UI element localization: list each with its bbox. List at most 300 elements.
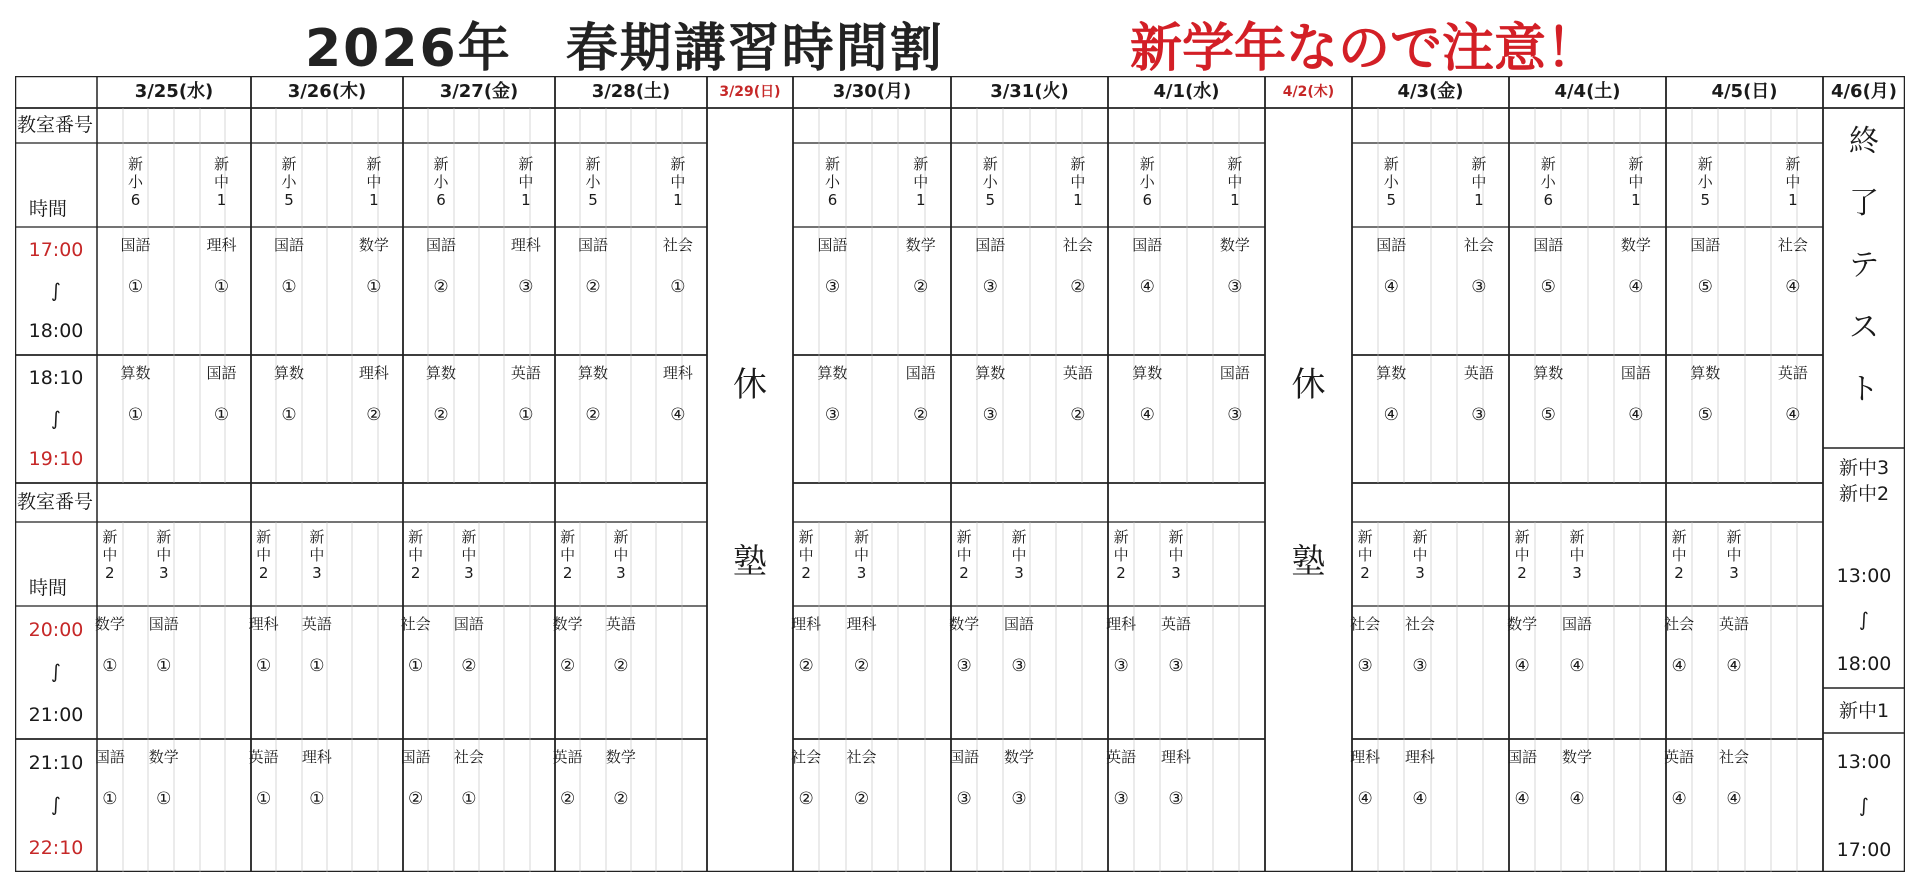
final-test-char-3: ス bbox=[1849, 310, 1879, 345]
grade-char: 新 bbox=[956, 528, 972, 546]
grade-char: 新 bbox=[1671, 528, 1687, 546]
grade-char: 新 bbox=[1139, 155, 1155, 173]
subject-s2-1: 国語 bbox=[206, 364, 237, 382]
grade-char: 3 bbox=[158, 564, 169, 582]
time-sep-s2: ∫ bbox=[51, 407, 61, 430]
grade-char: 中 bbox=[1168, 546, 1184, 564]
final-test-char-4: ト bbox=[1849, 372, 1879, 407]
subject-s1-1: 社会 bbox=[1463, 236, 1494, 254]
subject-s2-0: 算数 bbox=[1533, 364, 1564, 382]
time-label-top: 時間 bbox=[29, 198, 68, 220]
grade-top-0 bbox=[428, 155, 453, 209]
lesson-s4-0: ① bbox=[256, 789, 272, 809]
timetable bbox=[15, 76, 1905, 872]
lesson-s4-1: ④ bbox=[1569, 789, 1585, 809]
closed-day-char-1: 休 bbox=[733, 365, 767, 405]
subject-s4-1: 理科 bbox=[301, 748, 332, 766]
grade-char: 新 bbox=[309, 528, 325, 546]
grade-char: 中 bbox=[1357, 546, 1373, 564]
grade-bottom-0 bbox=[555, 528, 580, 582]
lesson-s2-1: ② bbox=[913, 405, 929, 425]
day-header: 4/1(水) bbox=[1153, 81, 1220, 102]
grade-char: 新 bbox=[853, 528, 869, 546]
subject-s4-1: 理科 bbox=[1405, 748, 1436, 766]
lesson-s2-1: ① bbox=[518, 405, 534, 425]
lesson-s3-0: ② bbox=[560, 656, 576, 676]
room-label-bottom: 教室番号 bbox=[17, 491, 94, 513]
subject-s4-1: 社会 bbox=[1719, 748, 1750, 766]
grade-char: 3 bbox=[1171, 564, 1181, 582]
grade-bottom-1 bbox=[1407, 528, 1433, 582]
grade-char: 5 bbox=[1700, 191, 1710, 209]
subject-s2-1: 英語 bbox=[510, 364, 541, 382]
grade-top-0 bbox=[1535, 155, 1561, 209]
grade-char: 新 bbox=[1357, 528, 1373, 546]
grade-bottom-1 bbox=[1163, 528, 1189, 582]
lesson-s4-0: ④ bbox=[1514, 789, 1530, 809]
grade-char: 中 bbox=[1785, 173, 1801, 191]
grade-top-1 bbox=[513, 155, 538, 209]
lesson-s1-1: ① bbox=[670, 277, 686, 297]
subject-s2-1: 理科 bbox=[358, 364, 389, 382]
grade-char: 中 bbox=[156, 546, 172, 564]
time-start-s4: 21:10 bbox=[28, 752, 84, 774]
group-a-grade-2: 新中2 bbox=[1838, 483, 1890, 505]
grade-char: 小 bbox=[1383, 173, 1399, 191]
grade-bottom-0 bbox=[1666, 528, 1692, 582]
lesson-s1-0: ④ bbox=[1139, 277, 1155, 297]
subject-s3-0: 理科 bbox=[791, 615, 822, 633]
day-header: 4/3(金) bbox=[1397, 81, 1464, 102]
lesson-s3-1: ③ bbox=[1168, 656, 1184, 676]
subject-s2-1: 英語 bbox=[1463, 364, 1494, 382]
time-end-s3: 21:00 bbox=[28, 703, 84, 726]
lesson-s4-1: ④ bbox=[1412, 789, 1428, 809]
group-b-start: 13:00 bbox=[1836, 751, 1892, 773]
grade-char: 2 bbox=[105, 564, 115, 582]
subject-s3-1: 理科 bbox=[846, 615, 877, 633]
lesson-s2-0: ④ bbox=[1139, 405, 1155, 425]
grade-char: 中 bbox=[853, 546, 869, 564]
subject-s1-1: 社会 bbox=[1062, 236, 1093, 254]
grade-top-0 bbox=[276, 155, 301, 209]
grade-char: 中 bbox=[1412, 546, 1428, 564]
lesson-s3-1: ③ bbox=[1011, 656, 1027, 676]
subject-s4-1: 数学 bbox=[148, 748, 179, 766]
lesson-s4-0: ② bbox=[560, 789, 576, 809]
lesson-s1-1: ① bbox=[213, 277, 230, 297]
lesson-s3-0: ① bbox=[256, 656, 272, 676]
lesson-s2-0: ② bbox=[585, 405, 601, 425]
grade-char: 3 bbox=[1415, 564, 1425, 582]
grade-char: 中 bbox=[1113, 546, 1129, 564]
grade-char: 新 bbox=[1514, 528, 1530, 546]
lesson-s1-1: ② bbox=[913, 277, 929, 297]
day-header: 3/31(火) bbox=[990, 81, 1069, 102]
closed-day-char-2: 塾 bbox=[733, 542, 767, 582]
day-header: 3/26(木) bbox=[287, 81, 367, 102]
time-end-s4: 22:10 bbox=[28, 836, 84, 859]
grade-top-1 bbox=[1780, 155, 1806, 209]
subject-s3-0: 社会 bbox=[400, 615, 431, 633]
grade-top-1 bbox=[908, 155, 934, 209]
lesson-s3-1: ④ bbox=[1726, 656, 1742, 676]
lesson-s4-1: ② bbox=[613, 789, 629, 809]
grade-char: 新 bbox=[798, 528, 814, 546]
grade-char: 中 bbox=[560, 546, 576, 564]
day-header: 4/4(土) bbox=[1554, 81, 1621, 102]
lesson-s1-0: ③ bbox=[824, 277, 841, 297]
grade-bottom-0 bbox=[951, 528, 977, 582]
grade-char: 3 bbox=[856, 564, 867, 582]
grade-char: 新 bbox=[1011, 528, 1027, 546]
group-a-grade-1: 新中3 bbox=[1838, 457, 1890, 479]
grade-char: 中 bbox=[1011, 546, 1027, 564]
group-b-grade: 新中1 bbox=[1838, 700, 1890, 722]
final-test-char-0: 終 bbox=[1849, 124, 1879, 159]
grade-bottom-0 bbox=[1509, 528, 1535, 582]
grade-bottom-0 bbox=[1352, 528, 1378, 582]
grade-char: 新 bbox=[913, 155, 929, 173]
lesson-s1-0: ③ bbox=[982, 277, 998, 297]
grade-char: 2 bbox=[1674, 564, 1684, 582]
subject-s2-1: 国語 bbox=[905, 364, 936, 382]
subject-s4-0: 国語 bbox=[94, 748, 125, 766]
lesson-s4-1: ① bbox=[156, 789, 172, 809]
grade-top-0 bbox=[123, 155, 149, 209]
lesson-s1-1: ③ bbox=[1227, 277, 1243, 297]
group-a-sep: ∫ bbox=[1859, 609, 1869, 631]
grade-char: 1 bbox=[673, 191, 683, 209]
grade-char: 1 bbox=[1788, 191, 1798, 209]
lesson-s1-1: ① bbox=[366, 277, 382, 297]
grade-char: 小 bbox=[433, 173, 449, 191]
lesson-s4-0: ③ bbox=[956, 789, 972, 809]
subject-s2-1: 国語 bbox=[1219, 364, 1250, 382]
grade-top-1 bbox=[1466, 155, 1492, 209]
subject-s2-1: 英語 bbox=[1777, 364, 1808, 382]
grade-bottom-1 bbox=[456, 528, 481, 582]
subject-s3-1: 英語 bbox=[1719, 615, 1750, 633]
subject-s3-1: 社会 bbox=[1405, 615, 1436, 633]
grade-bottom-0 bbox=[1108, 528, 1134, 582]
subject-s2-0: 算数 bbox=[120, 364, 151, 382]
lesson-s2-0: ③ bbox=[982, 405, 998, 425]
warning-note: 新学年なので注意！ bbox=[1130, 19, 1599, 79]
final-test-char-2: テ bbox=[1849, 248, 1879, 283]
grade-bottom-1 bbox=[151, 528, 177, 582]
grade-char: 3 bbox=[464, 564, 474, 582]
grade-char: 3 bbox=[1729, 564, 1739, 582]
lesson-s3-1: ② bbox=[613, 656, 629, 676]
lesson-s2-0: ② bbox=[433, 405, 449, 425]
subject-s1-1: 理科 bbox=[206, 236, 237, 254]
grade-char: 中 bbox=[913, 173, 929, 191]
lesson-s3-0: ④ bbox=[1514, 656, 1530, 676]
lesson-s3-0: ② bbox=[798, 656, 814, 676]
subject-s4-1: 数学 bbox=[605, 748, 636, 766]
lesson-s1-1: ② bbox=[1070, 277, 1086, 297]
lesson-s1-0: ① bbox=[127, 277, 144, 297]
grade-bottom-0 bbox=[793, 528, 819, 582]
grade-char: 中 bbox=[956, 546, 972, 564]
grade-char: 新 bbox=[1383, 155, 1399, 173]
subject-s1-0: 国語 bbox=[425, 236, 456, 254]
grade-bottom-1 bbox=[1721, 528, 1747, 582]
grade-char: 中 bbox=[1471, 173, 1487, 191]
grade-char: 中 bbox=[213, 173, 229, 191]
grade-char: 新 bbox=[1412, 528, 1428, 546]
grade-char: 3 bbox=[312, 564, 322, 582]
grade-char: 中 bbox=[1514, 546, 1530, 564]
grade-bottom-1 bbox=[848, 528, 874, 582]
lesson-s4-0: ④ bbox=[1671, 789, 1687, 809]
lesson-s1-0: ① bbox=[281, 277, 297, 297]
grade-char: 2 bbox=[1116, 564, 1126, 582]
grade-char: 3 bbox=[1014, 564, 1024, 582]
subject-s1-0: 国語 bbox=[1690, 236, 1721, 254]
time-label-bottom: 時間 bbox=[29, 577, 68, 599]
group-a-end: 18:00 bbox=[1836, 653, 1892, 675]
lesson-s2-0: ① bbox=[127, 405, 144, 425]
grade-char: 1 bbox=[521, 191, 531, 209]
subject-s3-1: 英語 bbox=[301, 615, 332, 633]
grade-top-0 bbox=[1134, 155, 1160, 209]
grade-top-0 bbox=[819, 155, 845, 209]
time-sep-s3: ∫ bbox=[51, 661, 61, 684]
grade-char: 中 bbox=[366, 173, 382, 191]
grade-char: 中 bbox=[102, 546, 118, 564]
grade-char: 中 bbox=[256, 546, 272, 564]
subject-s4-0: 理科 bbox=[1350, 748, 1381, 766]
lesson-s2-0: ③ bbox=[824, 405, 841, 425]
day-header: 3/28(土) bbox=[591, 81, 671, 102]
grade-char: 2 bbox=[258, 564, 269, 582]
lesson-s1-1: ④ bbox=[1628, 277, 1644, 297]
lesson-s3-0: ④ bbox=[1671, 656, 1687, 676]
subject-s3-0: 数学 bbox=[94, 615, 125, 633]
time-sep-s4: ∫ bbox=[51, 794, 61, 817]
grade-bottom-0 bbox=[97, 528, 123, 582]
grade-char: 1 bbox=[1474, 191, 1484, 209]
grade-top-0 bbox=[977, 155, 1003, 209]
subject-s4-1: 数学 bbox=[1562, 748, 1593, 766]
subject-s4-0: 国語 bbox=[949, 748, 980, 766]
lesson-s1-1: ③ bbox=[518, 277, 534, 297]
lesson-s4-0: ① bbox=[102, 789, 118, 809]
lesson-s4-1: ① bbox=[309, 789, 325, 809]
lesson-s4-0: ② bbox=[798, 789, 814, 809]
grade-char: 中 bbox=[613, 546, 629, 564]
grade-top-1 bbox=[665, 155, 690, 209]
grade-char: 新 bbox=[256, 528, 272, 546]
subject-s3-1: 英語 bbox=[1161, 615, 1192, 633]
grade-bottom-1 bbox=[304, 528, 329, 582]
grade-char: 6 bbox=[1142, 191, 1152, 209]
group-a-start: 13:00 bbox=[1836, 565, 1892, 587]
grade-char: 小 bbox=[824, 173, 840, 191]
grade-char: 1 bbox=[369, 191, 379, 209]
grade-char: 新 bbox=[670, 155, 686, 173]
time-end-s1: 18:00 bbox=[28, 320, 84, 343]
time-start-s3: 20:00 bbox=[28, 619, 84, 641]
time-start-s1: 17:00 bbox=[28, 239, 84, 261]
lesson-s2-1: ② bbox=[1070, 405, 1086, 425]
subject-s4-1: 数学 bbox=[1004, 748, 1035, 766]
lesson-s2-1: ④ bbox=[670, 405, 686, 425]
grade-top-0 bbox=[1692, 155, 1718, 209]
lesson-s4-0: ③ bbox=[1113, 789, 1129, 809]
grade-top-0 bbox=[580, 155, 605, 209]
grade-char: 6 bbox=[130, 191, 141, 209]
closed-day-char-2: 塾 bbox=[1291, 542, 1326, 582]
grade-char: 新 bbox=[824, 155, 840, 173]
closed-day-char-1: 休 bbox=[1291, 365, 1326, 405]
subject-s3-0: 社会 bbox=[1664, 615, 1695, 633]
lesson-s4-0: ④ bbox=[1357, 789, 1373, 809]
subject-s3-1: 国語 bbox=[453, 615, 484, 633]
subject-s1-1: 数学 bbox=[905, 236, 936, 254]
subject-s1-1: 数学 bbox=[358, 236, 389, 254]
subject-s4-0: 社会 bbox=[791, 748, 822, 766]
subject-s1-0: 国語 bbox=[975, 236, 1006, 254]
lesson-s3-0: ③ bbox=[1113, 656, 1129, 676]
subject-s1-1: 社会 bbox=[662, 236, 693, 254]
subject-s1-0: 国語 bbox=[817, 236, 848, 254]
grade-char: 小 bbox=[281, 173, 297, 191]
subject-s2-0: 算数 bbox=[975, 364, 1006, 382]
lesson-s3-1: ② bbox=[853, 656, 870, 676]
lesson-s1-0: ② bbox=[585, 277, 601, 297]
lesson-s3-1: ③ bbox=[1412, 656, 1428, 676]
grade-bottom-0 bbox=[403, 528, 428, 582]
grade-char: 新 bbox=[1569, 528, 1585, 546]
lesson-s3-1: ④ bbox=[1569, 656, 1585, 676]
grade-char: 新 bbox=[1785, 155, 1801, 173]
subject-s4-1: 理科 bbox=[1161, 748, 1192, 766]
grade-char: 新 bbox=[433, 155, 449, 173]
schedule-title: 2026年 春期講習時間割 bbox=[305, 19, 944, 79]
grade-char: 小 bbox=[1697, 173, 1713, 191]
subject-s1-1: 数学 bbox=[1219, 236, 1250, 254]
grade-char: 2 bbox=[410, 564, 421, 582]
day-header: 3/30(月) bbox=[832, 81, 912, 102]
grade-char: 5 bbox=[985, 191, 995, 209]
grade-char: 2 bbox=[1360, 564, 1370, 582]
lesson-s1-0: ② bbox=[433, 277, 449, 297]
grade-char: 中 bbox=[461, 546, 477, 564]
lesson-s3-0: ① bbox=[408, 656, 424, 676]
subject-s4-1: 社会 bbox=[453, 748, 484, 766]
grade-char: 中 bbox=[1726, 546, 1742, 564]
subject-s3-1: 国語 bbox=[148, 615, 179, 633]
subject-s2-0: 算数 bbox=[1132, 364, 1163, 382]
grade-char: 1 bbox=[915, 191, 926, 209]
grade-char: 中 bbox=[1569, 546, 1585, 564]
grade-char: 新 bbox=[156, 528, 172, 546]
grade-top-1 bbox=[1065, 155, 1091, 209]
grade-char: 中 bbox=[518, 173, 534, 191]
grade-char: 新 bbox=[213, 155, 229, 173]
lesson-s3-0: ③ bbox=[956, 656, 972, 676]
grade-char: 新 bbox=[1471, 155, 1487, 173]
grade-char: 新 bbox=[461, 528, 477, 546]
lesson-s2-1: ② bbox=[366, 405, 382, 425]
lesson-s4-0: ② bbox=[408, 789, 424, 809]
lesson-s1-1: ③ bbox=[1471, 277, 1487, 297]
time-end-s2: 19:10 bbox=[28, 448, 84, 471]
subject-s3-1: 英語 bbox=[605, 615, 636, 633]
subject-s2-0: 算数 bbox=[425, 364, 456, 382]
lesson-s2-1: ④ bbox=[1628, 405, 1644, 425]
subject-s2-0: 算数 bbox=[817, 364, 848, 382]
grade-char: 新 bbox=[982, 155, 998, 173]
lesson-s4-1: ② bbox=[853, 789, 870, 809]
subject-s4-0: 英語 bbox=[1664, 748, 1695, 766]
grade-char: 中 bbox=[1671, 546, 1687, 564]
grade-bottom-1 bbox=[1006, 528, 1032, 582]
grade-char: 中 bbox=[1070, 173, 1086, 191]
subject-s3-1: 国語 bbox=[1004, 615, 1035, 633]
day-header: 3/25(水) bbox=[134, 81, 214, 102]
subject-s4-0: 英語 bbox=[1106, 748, 1137, 766]
lesson-s2-1: ③ bbox=[1471, 405, 1487, 425]
lesson-s2-1: ① bbox=[213, 405, 230, 425]
grade-char: 中 bbox=[1628, 173, 1644, 191]
title-bar bbox=[0, 6, 1920, 79]
subject-s2-1: 英語 bbox=[1062, 364, 1093, 382]
grade-char: 中 bbox=[670, 173, 686, 191]
subject-s1-0: 国語 bbox=[120, 236, 151, 254]
lesson-s1-0: ④ bbox=[1383, 277, 1399, 297]
grade-char: 新 bbox=[1168, 528, 1184, 546]
grade-char: 6 bbox=[436, 191, 446, 209]
subject-s1-0: 国語 bbox=[577, 236, 608, 254]
grade-top-1 bbox=[209, 155, 235, 209]
subject-s4-0: 国語 bbox=[400, 748, 431, 766]
subject-s4-0: 国語 bbox=[1507, 748, 1538, 766]
grade-char: 新 bbox=[366, 155, 382, 173]
grade-char: 5 bbox=[284, 191, 294, 209]
grade-char: 1 bbox=[1631, 191, 1641, 209]
lesson-s3-1: ① bbox=[156, 656, 172, 676]
subject-s2-0: 算数 bbox=[577, 364, 608, 382]
lesson-s4-1: ③ bbox=[1168, 789, 1184, 809]
lesson-s1-1: ④ bbox=[1785, 277, 1801, 297]
time-start-s2: 18:10 bbox=[28, 367, 84, 389]
grade-char: 中 bbox=[798, 546, 814, 564]
grade-char: 3 bbox=[1572, 564, 1582, 582]
lesson-s2-1: ③ bbox=[1227, 405, 1243, 425]
subject-s4-1: 社会 bbox=[846, 748, 877, 766]
lesson-s4-1: ③ bbox=[1011, 789, 1027, 809]
subject-s3-0: 理科 bbox=[1106, 615, 1137, 633]
grade-bottom-0 bbox=[251, 528, 276, 582]
lesson-s2-0: ⑤ bbox=[1540, 405, 1556, 425]
lesson-s1-0: ⑤ bbox=[1540, 277, 1556, 297]
grade-char: 新 bbox=[1697, 155, 1713, 173]
grade-char: 2 bbox=[959, 564, 969, 582]
subject-s3-0: 数学 bbox=[1507, 615, 1538, 633]
grade-char: 2 bbox=[801, 564, 811, 582]
lesson-s3-1: ② bbox=[461, 656, 477, 676]
subject-s2-1: 国語 bbox=[1620, 364, 1651, 382]
subject-s1-1: 理科 bbox=[510, 236, 541, 254]
grade-char: 小 bbox=[585, 173, 601, 191]
subject-s1-1: 社会 bbox=[1777, 236, 1808, 254]
day-header-last: 4/6(月) bbox=[1830, 81, 1898, 102]
group-b-sep: ∫ bbox=[1859, 795, 1869, 817]
